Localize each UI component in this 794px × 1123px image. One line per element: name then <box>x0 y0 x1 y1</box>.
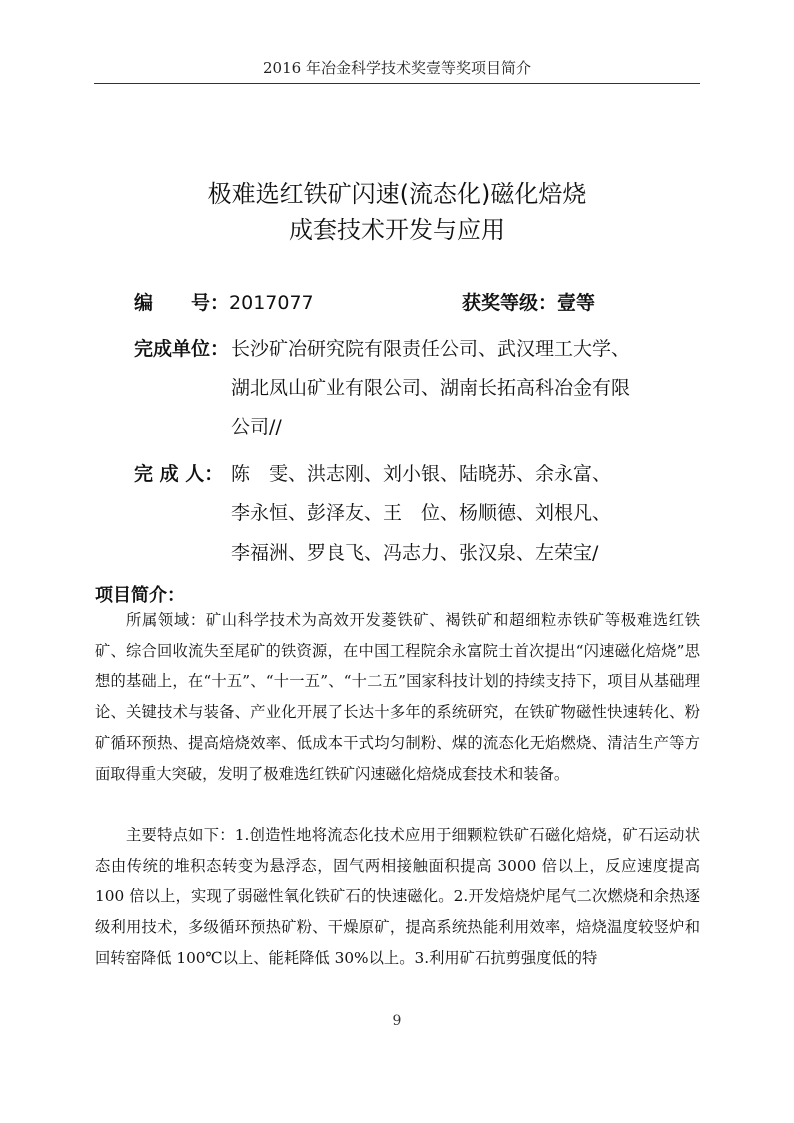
units-line: 湖北凤山矿业有限公司、湖南长拓高科冶金有限 <box>231 377 631 399</box>
people-line: 李福洲、罗良飞、冯志力、张汉泉、左荣宝/ <box>231 542 599 564</box>
intro-paragraph: 所属领域：矿山科学技术为高效开发菱铁矿、褐铁矿和超细粒赤铁矿等极难选红铁矿、综合回收流失至尾矿的铁资源，在中国工程院余永富院士首次提出“闪速磁化焙烧”思想的基础上，在“十五”、“十一五”、“十二五”国家科技计划的持续支持下，项目从基础理论、关键技术与装备、产业化开展了长达十多年的系统研究，在铁矿物磁性快速转化、粉矿循环预热、提高焙烧效率、低成本干式均匀制粉、煤的流态化无焰燃烧、清洁生产等方面取得重大突破，发明了极难选红铁矿闪速磁化焙烧成套技术和装备。 <box>95 611 700 783</box>
intro-paragraph: 主要特点如下：1.创造性地将流态化技术应用于细颗粒铁矿石磁化焙烧，矿石运动状态由传统的堆积态转变为悬浮态，固气两相接触面积提高 3000 倍以上，反应速度提高 100 倍以上，实现了弱磁性氧化铁矿石的快速磁化。2.开发焙烧炉尾气二次燃烧和余热逐级利用技术，多级循环预热矿粉、干燥原矿，提高系统热能利用效率，焙烧温度较竖炉和回转窑降低 100℃以上、能耗降低 30%以上。3.利用矿石抗剪强度低的特 <box>95 826 700 967</box>
people-label: 完 成 人： <box>134 463 224 485</box>
award-label: 获奖等级： <box>462 292 558 314</box>
number-value: 2017077 <box>229 292 314 314</box>
people-line: 陈 雯、洪志刚、刘小银、陆晓苏、余永富、 <box>231 463 612 485</box>
award-level <box>462 288 595 315</box>
units-label: 完成单位： <box>134 338 230 360</box>
intro-heading: 项目简介： <box>95 585 185 606</box>
header-divider <box>94 83 700 84</box>
number-label: 编 号： <box>134 292 230 314</box>
document-title-line-2: 成套技术开发与应用 <box>289 216 505 244</box>
document-title-line-1: 极难选红铁矿闪速(流态化)磁化焙烧 <box>207 180 587 208</box>
people-line: 李永恒、彭泽友、王 位、杨顺德、刘根凡、 <box>231 502 612 524</box>
award-value: 壹等 <box>557 292 596 314</box>
units-line: 长沙矿冶研究院有限责任公司、武汉理工大学、 <box>231 338 631 360</box>
project-number <box>134 288 314 315</box>
units-line: 公司// <box>231 416 282 438</box>
page-number: 9 <box>392 1013 402 1029</box>
running-header: 2016 年冶金科学技术奖壹等奖项目简介 <box>263 59 531 77</box>
